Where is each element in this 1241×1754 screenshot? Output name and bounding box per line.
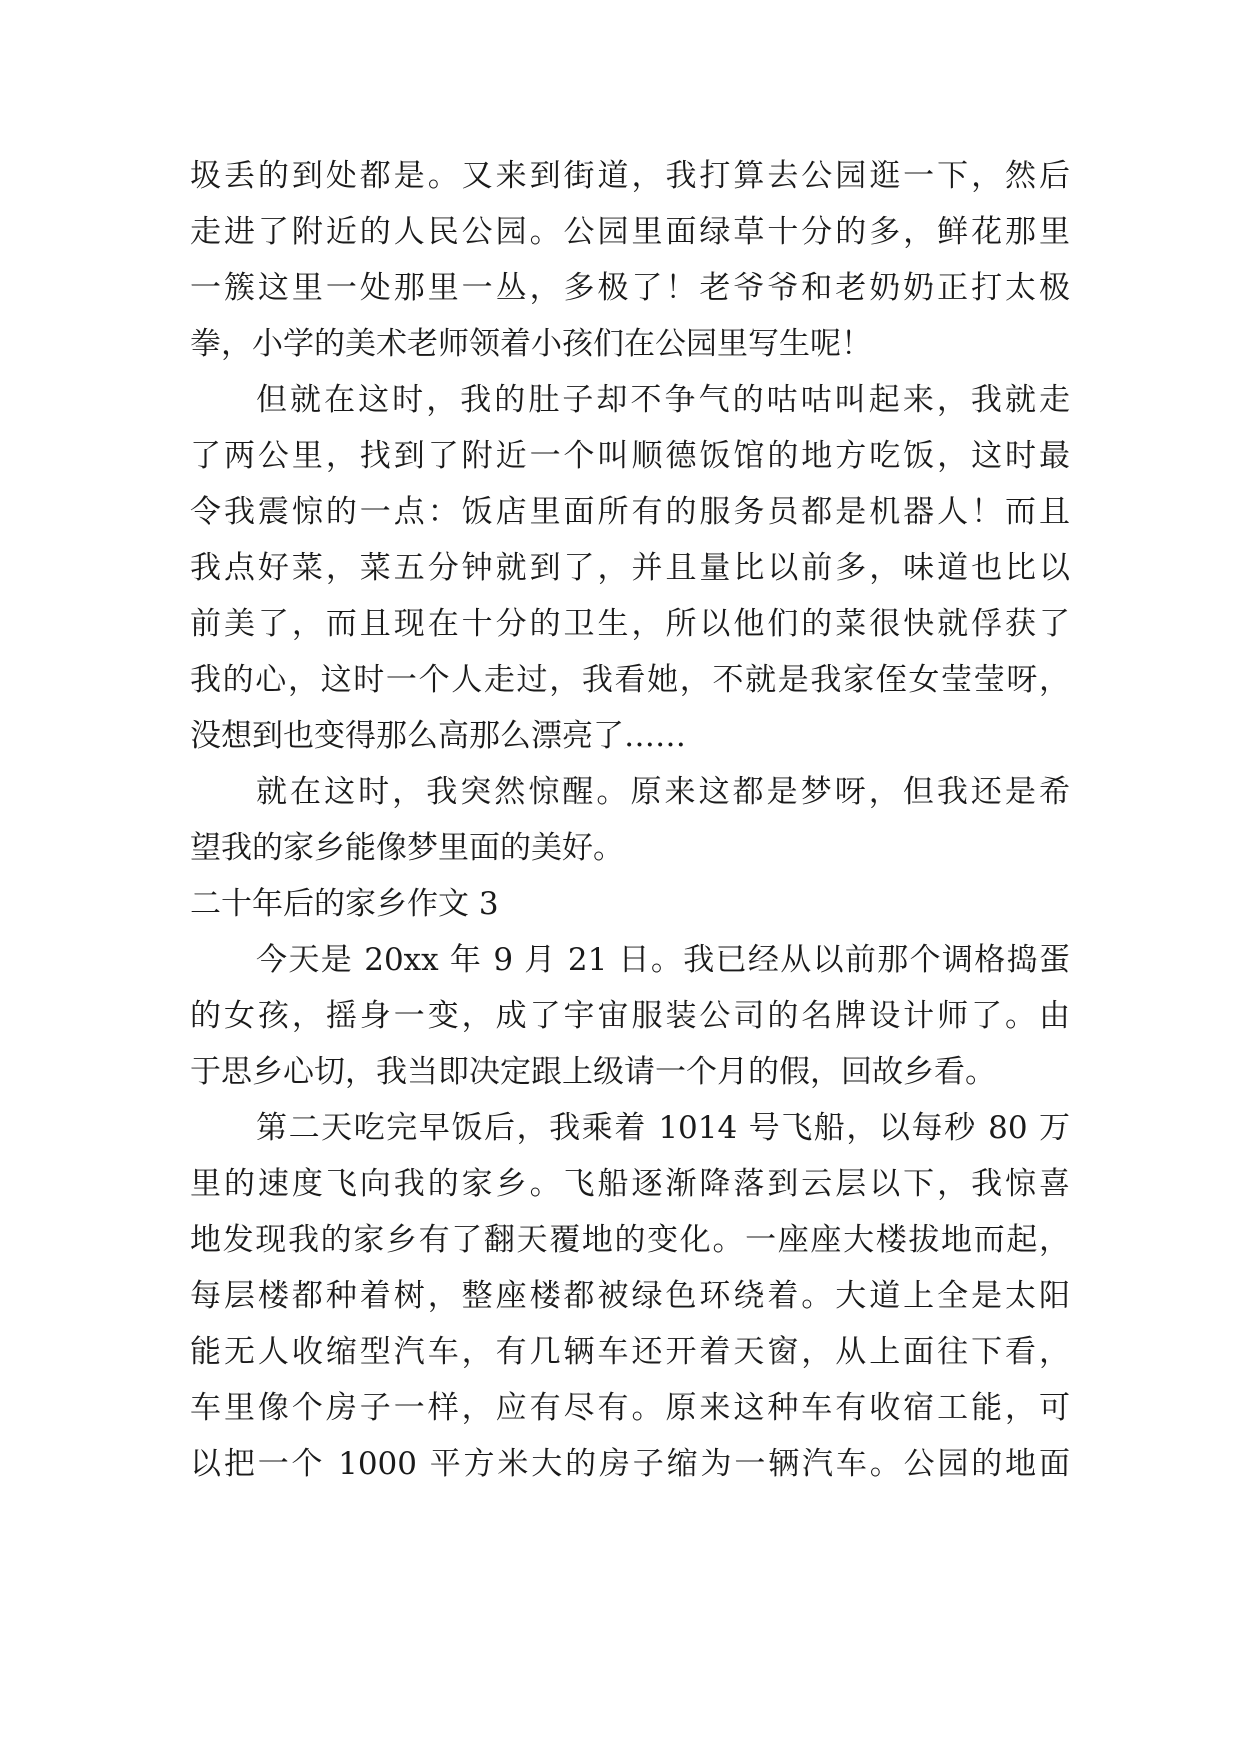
text-line: 地发现我的家乡有了翻天覆地的变化。一座座大楼拔地而起， (190, 1222, 1070, 1258)
text-line: 令我震惊的一点：饭店里面所有的服务员都是机器人！而且 (190, 494, 1070, 530)
text-line: 的女孩，摇身一变，成了宇宙服装公司的名牌设计师了。由 (190, 998, 1070, 1034)
text-line: 第二天吃完早饭后，我乘着 1014 号飞船，以每秒 80 万 (256, 1110, 1070, 1146)
text-line: 今天是 20xx 年 9 月 21 日。我已经从以前那个调格捣蛋 (256, 942, 1070, 978)
text-line: 我点好菜，菜五分钟就到了，并且量比以前多，味道也比以 (190, 550, 1070, 586)
text-line: 走进了附近的人民公园。公园里面绿草十分的多，鲜花那里 (190, 214, 1070, 250)
text-line: 于思乡心切，我当即决定跟上级请一个月的假，回故乡看。 (190, 1054, 996, 1090)
text-line: 里的速度飞向我的家乡。飞船逐渐降落到云层以下，我惊喜 (190, 1166, 1070, 1202)
text-line: 但就在这时，我的肚子却不争气的咕咕叫起来，我就走 (256, 382, 1070, 418)
text-line: 能无人收缩型汽车，有几辆车还开着天窗，从上面往下看， (190, 1334, 1070, 1370)
text-line: 拳，小学的美术老师领着小孩们在公园里写生呢！ (190, 326, 872, 362)
text-line: 我的心，这时一个人走过，我看她，不就是我家侄女莹莹呀， (190, 662, 1070, 698)
text-line: 没想到也变得那么高那么漂亮了…… (190, 718, 686, 754)
text-line: 一簇这里一处那里一丛，多极了！老爷爷和老奶奶正打太极 (190, 270, 1070, 306)
text-line: 以把一个 1000 平方米大的房子缩为一辆汽车。公园的地面 (190, 1446, 1070, 1482)
text-line: 前美了，而且现在十分的卫生，所以他们的菜很快就俘获了 (190, 606, 1070, 642)
document-body (190, 148, 1070, 1492)
text-line: 每层楼都种着树，整座楼都被绿色环绕着。大道上全是太阳 (190, 1278, 1070, 1314)
text-line: 圾丢的到处都是。又来到街道，我打算去公园逛一下，然后 (190, 158, 1070, 194)
text-line: 望我的家乡能像梦里面的美好。 (190, 830, 624, 866)
section-heading: 二十年后的家乡作文 3 (190, 886, 499, 922)
text-line: 就在这时，我突然惊醒。原来这都是梦呀，但我还是希 (256, 774, 1070, 810)
text-line: 了两公里，找到了附近一个叫顺德饭馆的地方吃饭，这时最 (190, 438, 1070, 474)
text-line: 车里像个房子一样，应有尽有。原来这种车有收宿工能，可 (190, 1390, 1070, 1426)
